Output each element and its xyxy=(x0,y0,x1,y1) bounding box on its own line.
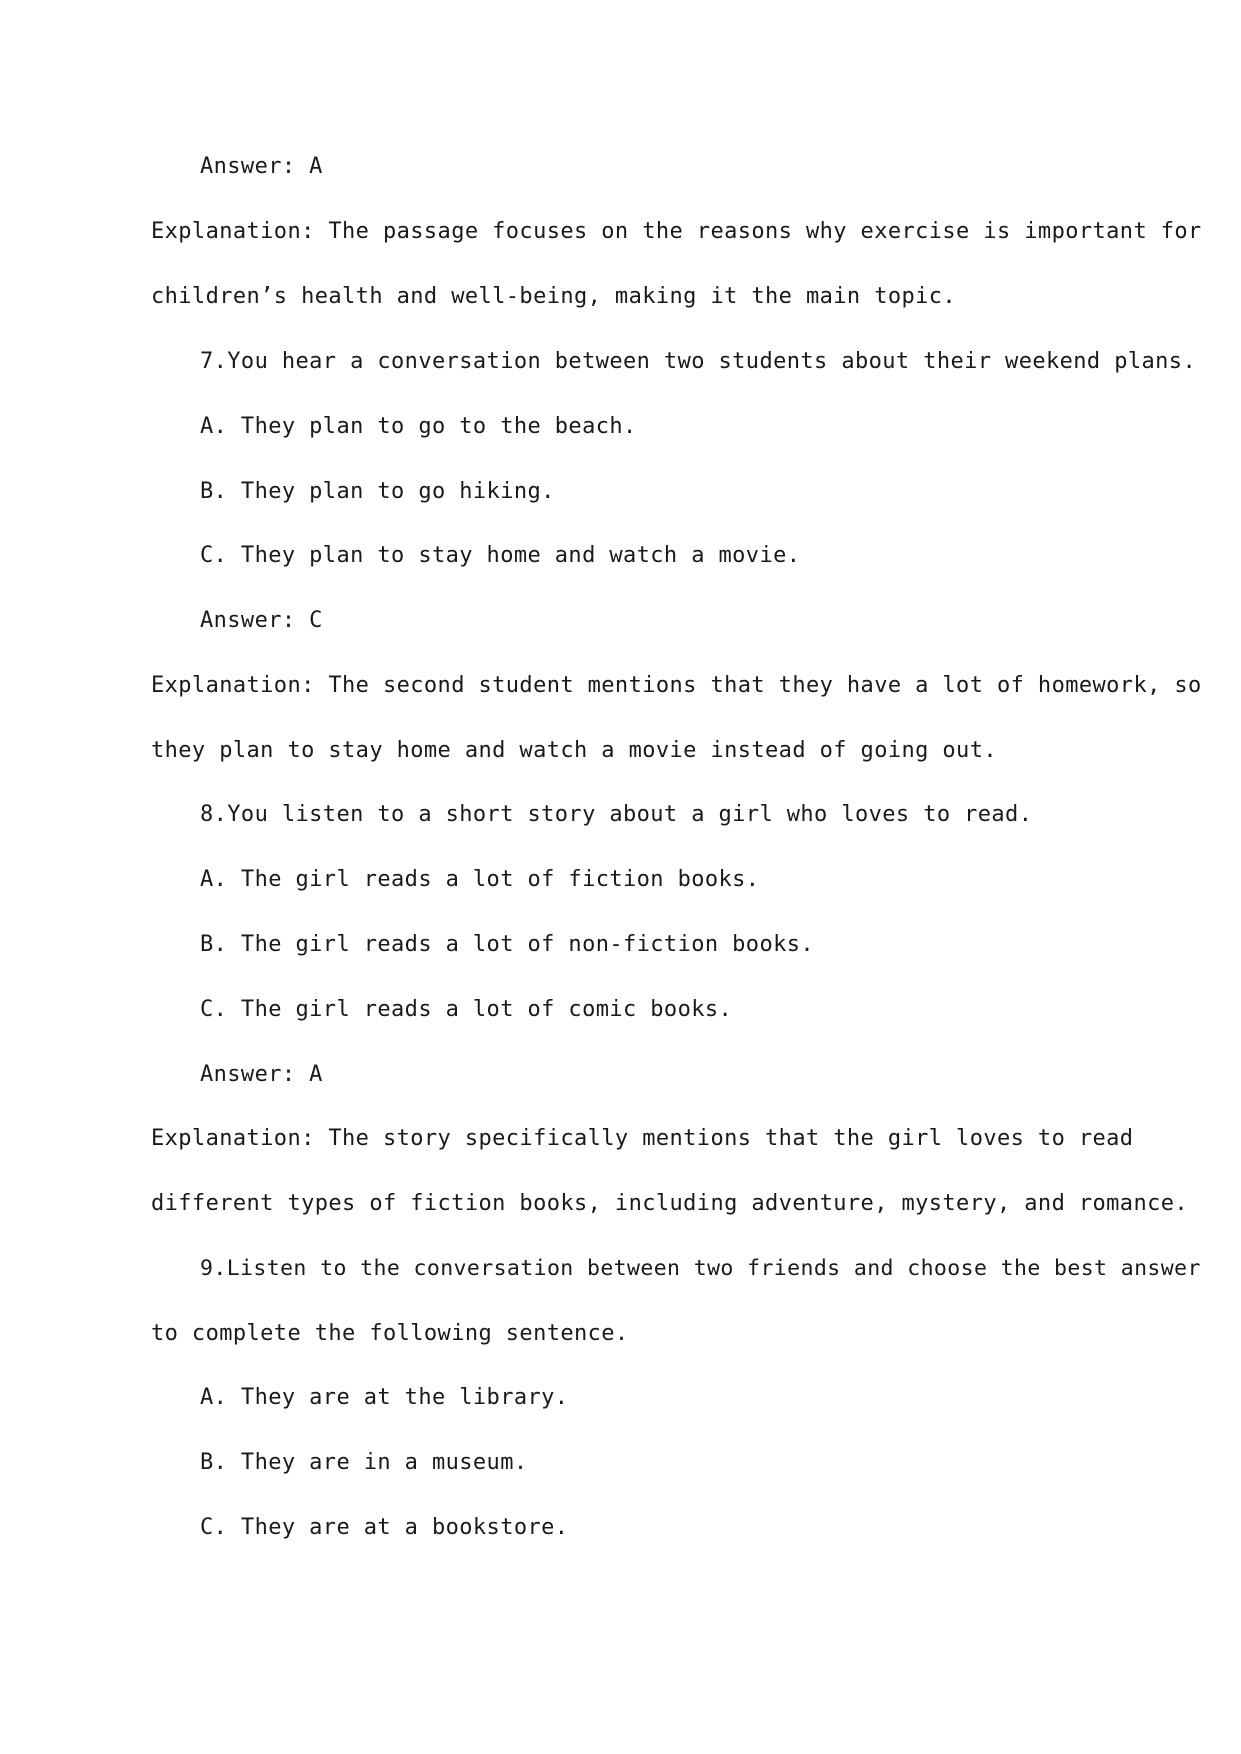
answer-line: Answer: A xyxy=(200,154,323,179)
option-b: B. They plan to go hiking. xyxy=(200,479,555,504)
question-8: 8.You listen to a short story about a girl who loves to read. xyxy=(200,802,1033,827)
option-a: A. They are at the library. xyxy=(200,1385,569,1410)
explanation-line: Explanation: The second student mentions that they have a lot of homework, so xyxy=(151,673,1202,698)
option-b: B. They are in a museum. xyxy=(200,1450,528,1475)
explanation-line: they plan to stay home and watch a movie instead of going out. xyxy=(151,738,997,763)
explanation-line: children’s health and well-being, making it the main topic. xyxy=(151,284,957,309)
option-a: A. The girl reads a lot of fiction books. xyxy=(200,867,760,892)
option-a: A. They plan to go to the beach. xyxy=(200,414,637,439)
question-9: 9.Listen to the conversation between two friends and choose the best answer xyxy=(200,1256,1201,1281)
option-c: C. They plan to stay home and watch a movie. xyxy=(200,543,801,568)
answer-line: Answer: C xyxy=(200,608,323,633)
answer-line: Answer: A xyxy=(200,1062,323,1087)
option-c: C. The girl reads a lot of comic books. xyxy=(200,997,733,1022)
question-7: 7.You hear a conversation between two students about their weekend plans. xyxy=(200,349,1197,374)
explanation-line: different types of fiction books, including adventure, mystery, and romance. xyxy=(151,1191,1189,1216)
explanation-line: Explanation: The story specifically mentions that the girl loves to read xyxy=(151,1126,1134,1151)
explanation-line: Explanation: The passage focuses on the reasons why exercise is important for xyxy=(151,219,1202,244)
option-c: C. They are at a bookstore. xyxy=(200,1515,569,1540)
option-b: B. The girl reads a lot of non-fiction books. xyxy=(200,932,815,957)
question-9-continued: to complete the following sentence. xyxy=(151,1321,629,1346)
